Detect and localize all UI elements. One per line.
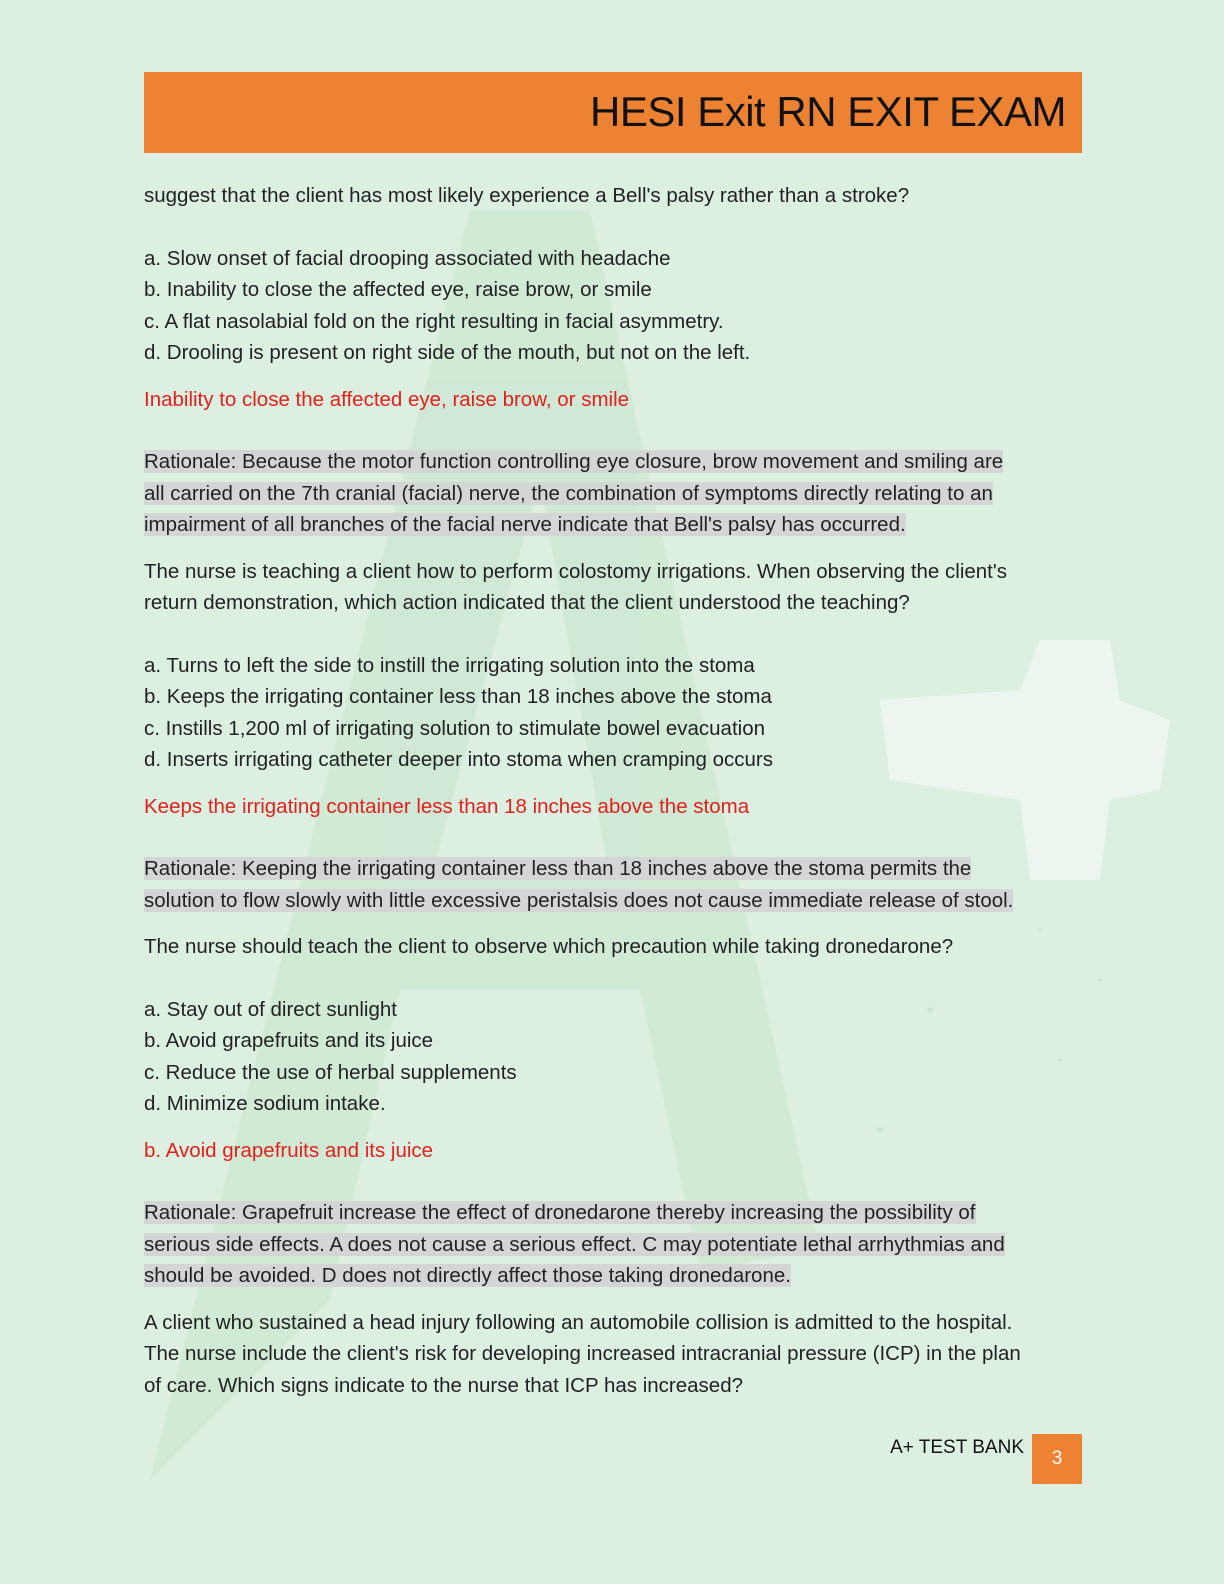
answer-option: b. Keeps the irrigating container less than 18 inches above the stoma [144, 685, 772, 708]
rationale [144, 1197, 1084, 1292]
question-2 [144, 556, 1084, 917]
answer-option: c. A flat nasolabial fold on the right resulting in facial asymmetry. [144, 309, 724, 333]
question-stem-line: suggest that the client has most likely experience a Bell's palsy rather than a stroke? [144, 184, 910, 207]
question-stem-line: return demonstration, which action indicated that the client understood the teaching? [144, 591, 910, 614]
answer-option: b. Avoid grapefruits and its juice [144, 1029, 434, 1052]
rationale [144, 853, 1084, 916]
footer-label: A+ TEST BANK [890, 1437, 1024, 1458]
rationale-line: all carried on the 7th cranial (facial) nerve, the combination of symptoms directly relating to an [144, 481, 993, 505]
question-stem-line: The nurse is teaching a client how to perform colostomy irrigations. When observing the client's [144, 559, 1008, 583]
document-body [144, 180, 1084, 1401]
answer-option: a. Slow onset of facial drooping associated with headache [144, 246, 671, 270]
answer-option: a. Turns to left the side to instill the irrigating solution into the stoma [144, 653, 755, 677]
question-1 [144, 180, 1084, 541]
rationale-line: serious side effects. A does not cause a serious effect. C may potentiate lethal arrhythmias and [144, 1232, 1005, 1256]
answer-option: d. Minimize sodium intake. [144, 1092, 386, 1115]
answer-option: d. Inserts irrigating catheter deeper into stoma when cramping occurs [144, 748, 773, 771]
header-banner [144, 72, 1082, 153]
rationale [144, 446, 1084, 541]
question-stem-line: The nurse should teach the client to observe which precaution while taking dronedarone? [144, 935, 954, 958]
page-number: 3 [1032, 1434, 1082, 1484]
correct-answer: b. Avoid grapefruits and its juice [144, 1138, 434, 1162]
question-stem-line: The nurse include the client's risk for developing increased intracranial pressure (ICP) in the plan [144, 1342, 1021, 1365]
answer-option: c. Reduce the use of herbal supplements [144, 1060, 517, 1084]
answer-option: a. Stay out of direct sunlight [144, 997, 397, 1021]
correct-answer: Keeps the irrigating container less than 18 inches above the stoma [144, 794, 750, 818]
rationale-line: impairment of all branches of the facial nerve indicate that Bell's palsy has occurred. [144, 513, 906, 536]
answer-option: b. Inability to close the affected eye, raise brow, or smile [144, 278, 652, 301]
question-stem-line: of care. Which signs indicate to the nurse that ICP has increased? [144, 1373, 744, 1397]
answer-option: d. Drooling is present on right side of the mouth, but not on the left. [144, 341, 751, 364]
question-4 [144, 1307, 1084, 1402]
rationale-line: Rationale: Keeping the irrigating container less than 18 inches above the stoma permits the [144, 857, 972, 880]
rationale-line: solution to flow slowly with little excessive peristalsis does not cause immediate release of stool. [144, 888, 1014, 912]
rationale-line: Rationale: Grapefruit increase the effect of dronedarone thereby increasing the possibility of [144, 1201, 976, 1224]
question-stem-line: A client who sustained a head injury following an automobile collision is admitted to the hospital. [144, 1310, 1013, 1334]
rationale-line: Rationale: Because the motor function controlling eye closure, brow movement and smiling are [144, 450, 1004, 473]
question-3 [144, 931, 1084, 1292]
correct-answer: Inability to close the affected eye, raise brow, or smile [144, 387, 630, 411]
rationale-line: should be avoided. D does not directly affect those taking dronedarone. [144, 1264, 791, 1287]
document-title: HESI Exit RN EXIT EXAM [590, 88, 1066, 135]
answer-option: c. Instills 1,200 ml of irrigating solution to stimulate bowel evacuation [144, 716, 766, 740]
